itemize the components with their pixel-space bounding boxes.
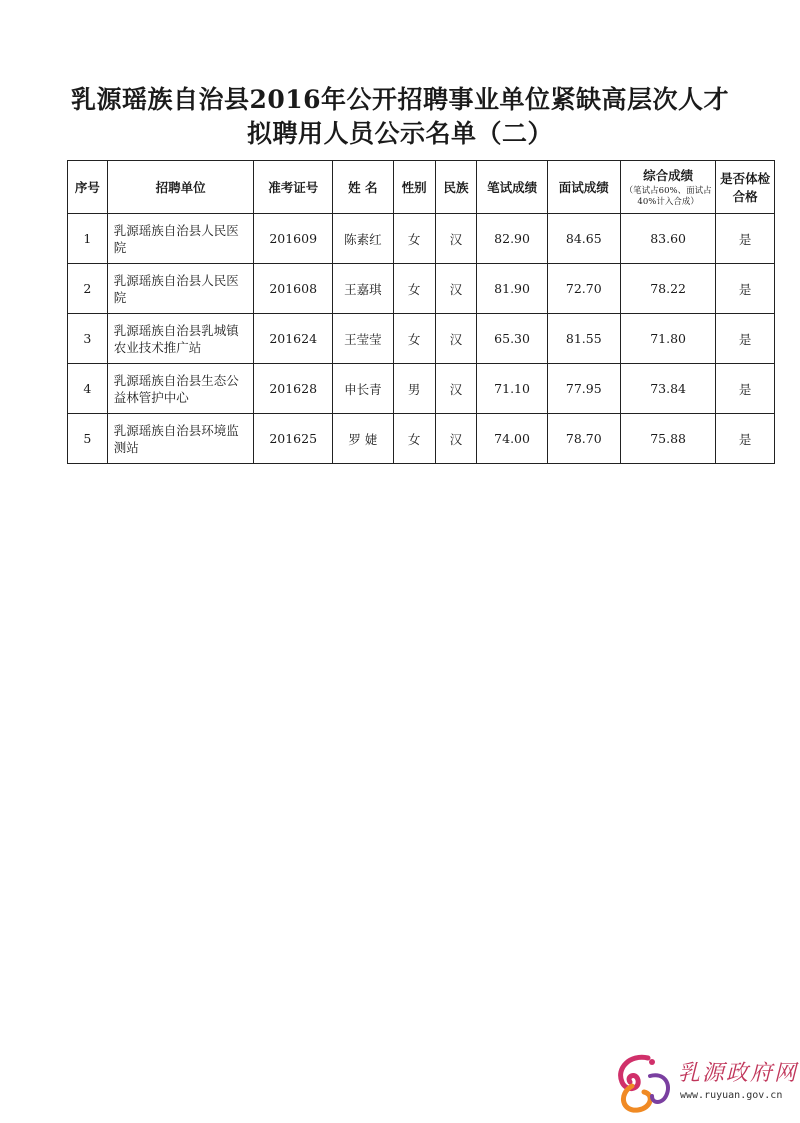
- header-total-score-label: 综合成绩: [643, 168, 694, 183]
- cell-total-score: 78.22: [620, 264, 715, 314]
- header-exam-no: 准考证号: [254, 161, 333, 214]
- table-row: [68, 264, 775, 314]
- cell-name: 罗 婕: [332, 414, 393, 464]
- site-watermark: [608, 1050, 798, 1116]
- cell-ethnicity: 汉: [435, 214, 477, 264]
- cell-interview-score: 81.55: [547, 314, 620, 364]
- cell-ethnicity: 汉: [435, 314, 477, 364]
- site-url: www.ruyuan.gov.cn: [680, 1090, 783, 1101]
- header-medical-pass: 是否体检合格: [716, 161, 775, 214]
- cell-written-score: 65.30: [477, 314, 547, 364]
- dragon-logo-icon: [608, 1050, 678, 1116]
- cell-exam-no: 201625: [254, 414, 333, 464]
- cell-total-score: 71.80: [620, 314, 715, 364]
- cell-name: 陈素红: [332, 214, 393, 264]
- header-ethnicity: 民族: [435, 161, 477, 214]
- cell-unit: 乳源瑶族自治县环境监测站: [107, 414, 254, 464]
- cell-gender: 女: [393, 314, 435, 364]
- cell-unit: 乳源瑶族自治县生态公益林管护中心: [107, 364, 254, 414]
- cell-total-score: 75.88: [620, 414, 715, 464]
- cell-seq: 4: [68, 364, 108, 414]
- cell-unit: 乳源瑶族自治县人民医院: [107, 264, 254, 314]
- table-row: [68, 314, 775, 364]
- cell-medical-pass: 是: [716, 264, 775, 314]
- cell-seq: 1: [68, 214, 108, 264]
- cell-interview-score: 72.70: [547, 264, 620, 314]
- cell-written-score: 81.90: [477, 264, 547, 314]
- cell-seq: 5: [68, 414, 108, 464]
- cell-medical-pass: 是: [716, 364, 775, 414]
- cell-medical-pass: 是: [716, 414, 775, 464]
- cell-interview-score: 78.70: [547, 414, 620, 464]
- candidate-table: [67, 160, 775, 464]
- header-written-score: 笔试成绩: [477, 161, 547, 214]
- cell-gender: 女: [393, 264, 435, 314]
- table-row: [68, 214, 775, 264]
- cell-gender: 女: [393, 414, 435, 464]
- document-title-line1: 乳源瑶族自治县2016年公开招聘事业单位紧缺高层次人才: [70, 85, 730, 114]
- cell-interview-score: 77.95: [547, 364, 620, 414]
- cell-unit: 乳源瑶族自治县乳城镇农业技术推广站: [107, 314, 254, 364]
- cell-exam-no: 201608: [254, 264, 333, 314]
- header-gender: 性别: [393, 161, 435, 214]
- cell-ethnicity: 汉: [435, 364, 477, 414]
- cell-total-score: 83.60: [620, 214, 715, 264]
- header-seq: 序号: [68, 161, 108, 214]
- table-row: [68, 364, 775, 414]
- cell-medical-pass: 是: [716, 314, 775, 364]
- cell-gender: 女: [393, 214, 435, 264]
- cell-exam-no: 201609: [254, 214, 333, 264]
- header-total-score: [620, 161, 715, 214]
- document-title-line2: 拟聘用人员公示名单（二）: [246, 119, 553, 148]
- cell-seq: 2: [68, 264, 108, 314]
- cell-exam-no: 201624: [254, 314, 333, 364]
- cell-written-score: 71.10: [477, 364, 547, 414]
- cell-ethnicity: 汉: [435, 264, 477, 314]
- cell-interview-score: 84.65: [547, 214, 620, 264]
- cell-unit: 乳源瑶族自治县人民医院: [107, 214, 254, 264]
- cell-written-score: 82.90: [477, 214, 547, 264]
- cell-exam-no: 201628: [254, 364, 333, 414]
- cell-name: 王嘉琪: [332, 264, 393, 314]
- header-unit: 招聘单位: [107, 161, 254, 214]
- table-header-row: [68, 161, 775, 214]
- site-name: 乳源政府网: [678, 1061, 799, 1086]
- cell-written-score: 74.00: [477, 414, 547, 464]
- cell-gender: 男: [393, 364, 435, 414]
- header-interview-score: 面试成绩: [547, 161, 620, 214]
- cell-name: 申长青: [332, 364, 393, 414]
- cell-seq: 3: [68, 314, 108, 364]
- table-row: [68, 414, 775, 464]
- cell-ethnicity: 汉: [435, 414, 477, 464]
- cell-name: 王莹莹: [332, 314, 393, 364]
- header-name: 姓 名: [332, 161, 393, 214]
- header-total-score-note: （笔试占60%、面试占40%计入合成）: [624, 186, 712, 207]
- cell-total-score: 73.84: [620, 364, 715, 414]
- cell-medical-pass: 是: [716, 214, 775, 264]
